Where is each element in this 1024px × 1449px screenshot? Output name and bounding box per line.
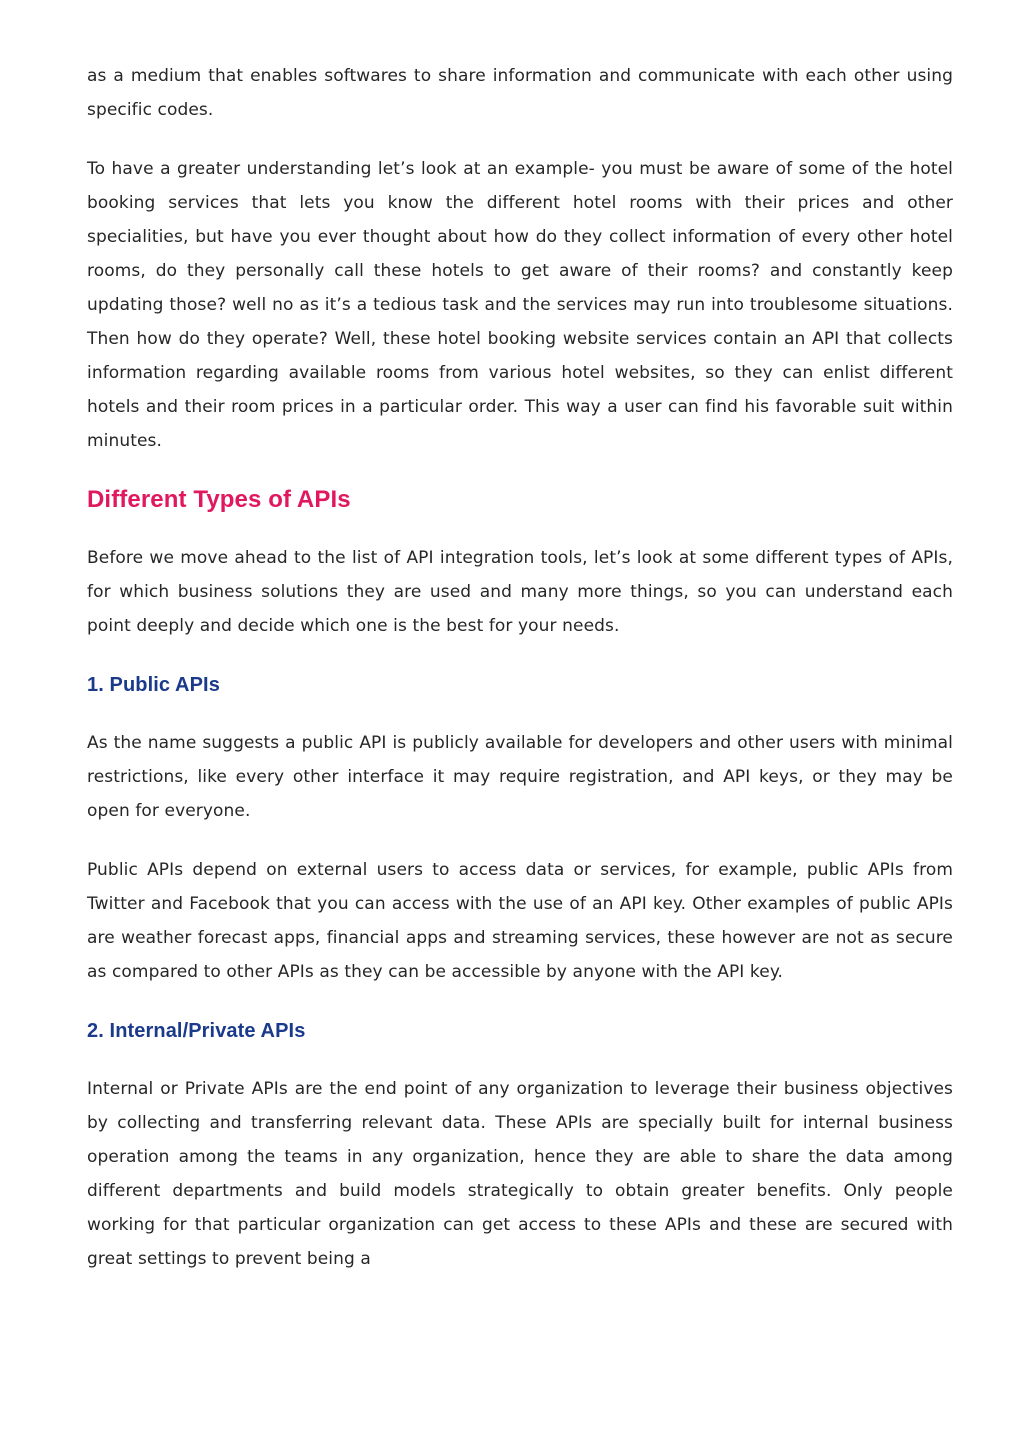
intro-continuation-paragraph: as a medium that enables softwares to share information and communicate with each other using specific codes. <box>87 66 953 120</box>
public-apis-paragraph-1: As the name suggests a public API is publicly available for developers and other users with minimal restrictions, like every other interface it may require registration, and API keys, or they may be open for everyone. <box>87 733 953 821</box>
private-apis-paragraph-1: Internal or Private APIs are the end point of any organization to leverage their business objectives by collecting and transferring relevant data. These APIs are specially built for internal business operation among the teams in any organization, hence they are able to share the data among different departments and build models strategically to obtain greater benefits. Only people working for that particular organization can get access to these APIs and these are secured with great settings to prevent being a <box>87 1079 953 1269</box>
public-apis-paragraph-2: Public APIs depend on external users to access data or services, for example, public APIs from Twitter and Facebook that you can access with the use of an API key. Other examples of public APIs are weather forecast apps, financial apps and streaming services, these however are not as secure as compared to other APIs as they can be accessible by anyone with the API key. <box>87 860 953 982</box>
api-types-intro-paragraph: Before we move ahead to the list of API integration tools, let’s look at some different types of APIs, for which business solutions they are used and many more things, so you can understand each point deeply and decide which one is the best for your needs. <box>87 548 953 636</box>
hotel-example-paragraph: To have a greater understanding let’s look at an example- you must be aware of some of the hotel booking services that lets you know the different hotel rooms with their prices and other specialities, but have you ever thought about how do they collect information of every other hotel rooms, do they personally call these hotels to get aware of their rooms? and constantly keep updating those? well no as it’s a tedious task and the services may run into troublesome situations. Then how do they operate? Well, these hotel booking website services contain an API that collects information regarding available rooms from various hotel websites, so they can enlist different hotels and their room prices in a particular order. This way a user can find his favorable suit within minutes. <box>87 159 953 451</box>
subheading-private-apis: 2. Internal/Private APIs <box>87 1020 306 1042</box>
section-heading-api-types: Different Types of APIs <box>87 486 351 513</box>
document-page <box>87 59 953 1301</box>
subheading-public-apis: 1. Public APIs <box>87 674 220 696</box>
